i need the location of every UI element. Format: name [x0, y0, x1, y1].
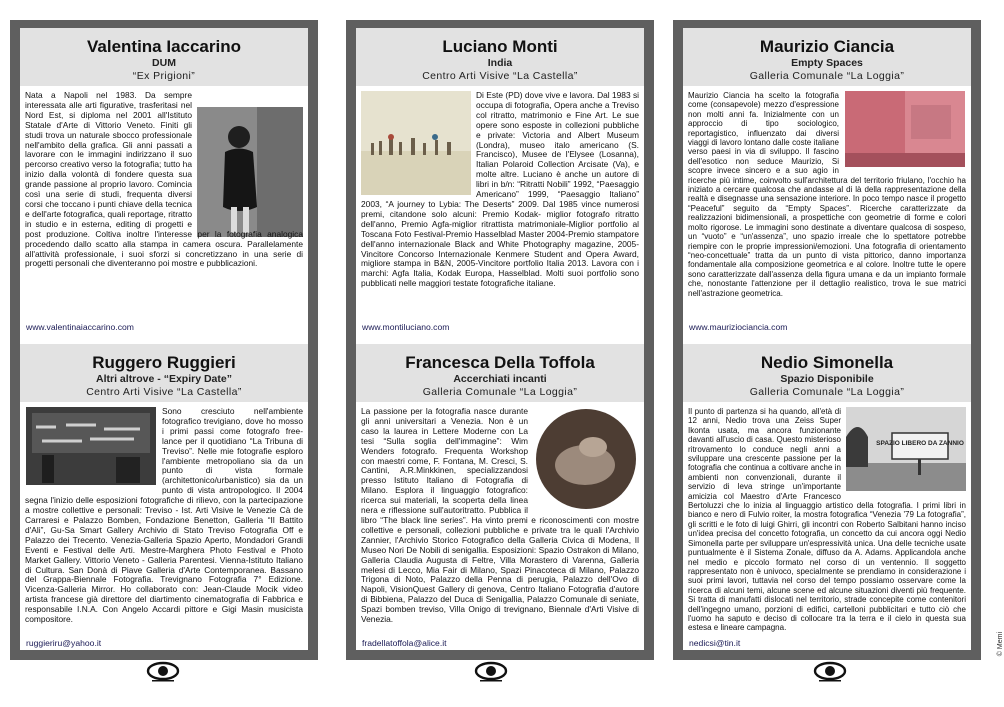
venue: Galleria Comunale “La Loggia” — [422, 386, 578, 398]
artist-email-link[interactable]: ruggieriru@yahoo.it — [26, 638, 102, 648]
eye-logo-icon — [474, 661, 508, 683]
artist-photo — [25, 407, 157, 485]
exhibition-title: Empty Spaces — [791, 57, 863, 69]
venue: Centro Arti Visive “La Castella” — [86, 386, 242, 398]
artist-card — [356, 344, 644, 656]
artist-name: Maurizio Ciancia — [759, 37, 895, 56]
artist-photo — [361, 91, 471, 195]
artist-bio: Nata a Napoli nel 1983. Da sempre interessata alle arti figurative, trasferitasi nel Nord Est, si diploma nel 2001 all'Istituto Statale d'Arte di Vittorio Veneto. Finiti gli studi trova un naturale sbocco professionale nell'ambito della grafica. Gli anni passati a lavorare con le immagini indirizzano il suo percorso creativo verso la fotografia; tutto ha inizio dalla volontà di fondere questa sua grande passione al proprio lavoro. Comincia così una serie di studi, frequenta diversi corsi che toccano i punti chiave della tecnica e dell'arte fotografica, quali reportage, ritratto in studio e in esterna, editing di progetti e post produzione. Coltiva inoltre l'interesse per la fotografia analogica procedendo dallo scatto alla stampa in camera oscura. Parallelamente all'attività professionale, i suoi sforzi si concretizzano in una serie di progetti personali che diventeranno poi mostre e pubblicazioni. — [25, 90, 303, 269]
panel-left — [10, 20, 318, 660]
artist-bio: La passione per la fotografia nasce durante gli anni universitari a Venezia. Non è un caso la laurea in Lettere Moderne con La tesi “Sulla soglia dell'immagine”: Wim Wenders fotografo. Frequenta Workshop con maestri come, F. Fontana, M. Cresci, S. Cantini, A.R.Minkkinen, specializzandosi presso Istituto Italiano di Fotografia di Milano. Esplora il linguaggio fotografico: ricerca sui materiali, la scoperta della linea nera e riflessione sull'autoritratto. Pubblica il libro “The black line series”. Ha vinto premi e riconoscimenti con mostre collettive e personali, collezioni pubbliche e private tra le quali l'Archivio Zannier, l'Archivio Storico Fotografico della Galleria Civica di Modena, Il Museo Nori De Nobili di senigallia. Esposizioni: Spazio Ostrakon di Milano, Galleria Claudia Augusta di Feltre, Villa Morastero di Varenna, Galleria melesi di Lecco, Mia Fair di Milano, Spazi Pinacoteca di Milano, Palazzo Trigona di Noto, Palazzo della Penna di perugia, Palazzo dell'Ovo di Napoli, VisionQuest Gallery di genova, Centro Italiano Fotografia d'autore di Bibbiena, Palazzo del Duca di Senigallia, Palazzo Comunale di seniate, Spazi bomben treviso, Villa Onigo di trevignano, Biennale d'Arti Visive di Venezia. — [361, 406, 639, 625]
artist-photo — [846, 407, 966, 491]
artist-email-link[interactable]: fradellatoffola@alice.it — [362, 638, 447, 648]
artist-bio: Di Este (PD) dove vive e lavora. Dal 1983 si occupa di fotografia, Opera anche a Treviso col ritratto, matrimonio e Fine Art. Le sue opere sono esposte in collezioni pubbliche e private: Victoria and Albert Museum (Londra), museo italo americano (S. Francisco), Musee de l'Elysee (Losanna), Italian Polaroid Collection Arcisate (Va), e molte altre. Luciano è anche un autore di libri in b/n: “Ritratti Nobili” 1992, “Paesaggio Americano” 1999, “Paesaggio Italiano” 2003, “A journey to Lybia: The Deserts” 2009. Dal 1985 vince numerosi premi, citandone solo alcuni: Premio Kodak- miglior fotografo ritratto dell'anno, Premio Agfa-miglior ritrattista matrimoniale-Miglior portfolio al Toscana Foto Festival-Premio Hasselblad Master 2004-Premio stampatore dell'anno internazionale Black and White Photography magazine, 2005-Vincitore Concorso Internazionale Kenmere Student and Opera Award, migliore stampa in B&N, 2005-Vincitore portfolio Italia 2013. Lavora con i marchi: Agfa Italia, Kodak Europa, Hasselblad. Molti suoi portfolio sono pubblicati nelle maggiori testate fotografiche italiane. — [361, 90, 639, 289]
artist-website-link[interactable]: www.mauriziociancia.com — [689, 322, 788, 332]
artist-email-link[interactable]: nedicsi@tin.it — [689, 638, 741, 648]
artist-bio-block — [356, 402, 644, 633]
artist-bio: Sono cresciuto nell'ambiente fotografico trevigiano, dove ho mosso i primi passi come fotografo free-lance per il quotidiano “La Tribuna di Treviso”. Nelle mie fotografie esploro l'ambiente metropoliano sia da un punto di vista formale (architettonico/urbanistico) sia da un punto di vista antropologico. Il 2004 segna l'inizio delle esposizioni fotografiche di rilievo, con la partecipazione a mostre collettive e personali: Treviso - Ist. Arti Visive le Venezie Cà de Carraresi e Palazzo Bomben, Fondazione Benetton, Galleria “Il Battito d'Ali”, Gu-Sa Smart Gallery Archivio di Stato Treviso Fotografia Off e Palazzo dei Trecento. Venezia-Galleria Spazio Aperto, Mondadori Grandi Eventi e Festival delle Arti. Mestre-Marghera Photo Festival e Photo Market Gallery. Vittorio Veneto - Galleria Parentesi. Vienna-Istituto Italiano di Cultura. San Donà di Piave Galleria d'Arte Contemporanea. Bassano del Grappa-Biennale Fotografia. Trevignano Fotografia 7° Edizione. Vicenza-Galleria Mirror. Ho collaborato con: Jean-Claude Mocik video artista francese già direttore del diartimento cinematografia di Fabbrica e responsabile I.N.A. Con Angelo Accardi pittore e Gigi Masin musicista compositore. — [25, 406, 303, 625]
artist-bio-block — [20, 402, 308, 633]
exhibition-title: DUM — [152, 57, 176, 69]
artist-card — [20, 344, 308, 656]
artist-card — [20, 28, 308, 340]
artist-card — [683, 28, 971, 340]
exhibition-title: Accerchiati incanti — [453, 373, 547, 385]
venue: Galleria Comunale “La Loggia” — [749, 386, 905, 398]
artist-bio: Il punto di partenza si ha quando, all'età di 12 anni, Nedio trova una Zeiss Super Ikonta usata, ma ancora funzionante davanti all'uscio di casa. Questo misterioso ritrovamento lo conduce negli anni a sviluppare una crescente passione per la fotografia che continua a coltivare anche in ambienti non convenzionali, durante il servizio di leva stringe un'importante amicizia col Maestro d'Arte Francesco Bertoluzzi che lo inizia al linguaggio artistico della fotografia. I primi libri in bianco e nero di Fulvio roiter, la mostra fotografica “Venezia '79 La fotografia”, gli scritti e le foto di luigi Ghirri, gli incontri con Roberto Salbitani hanno inciso un'idea precisa del concetto fotografia, un concetto da cui ancora oggi Nedio Simonella parte per sviluppare un'espressività unica. Una delle tecniche usate puntualmente è il Sistema Zonale, diffuso da A. Adams. Applicandola anche nel medio e piccolo formato nel corso di un ventennio. Il soggetto rappresentato non è univoco, specialmente se prendiamo in considerazione i suoi primi lavori, tuttavia nel corso del tempo possiamo osservare come la ricerca di alcuni temi, alcune scene ed alcune situazioni diventi più frequente. Si tratta di manufatti dislocati nel territorio, strade concepite come contenitori dell'ingegno umano, porzioni di edifici, cartelloni pubblicitari e tutto ciò che l'uomo ha saputo e deciso di collocare tra la terra e il cielo in questa sua estesa e lineare campagna. — [688, 407, 966, 633]
artist-card — [356, 28, 644, 340]
eye-logo-icon — [813, 661, 847, 683]
artist-name: Francesca Della Toffola — [405, 353, 595, 372]
artist-name: Valentina Iaccarino — [86, 37, 241, 56]
venue: Galleria Comunale “La Loggia” — [749, 70, 905, 82]
artist-photo — [533, 407, 639, 511]
artist-bio-block — [683, 86, 971, 317]
panel-right — [673, 20, 981, 660]
exhibition-title: Spazio Disponibile — [780, 373, 874, 385]
sign-text: SPAZIO LIBERO DA ZANNIO — [876, 440, 964, 447]
eye-logo-icon — [146, 661, 180, 683]
photo-credit: © Memi — [997, 632, 1004, 657]
venue: “Ex Prigioni” — [132, 70, 196, 82]
artist-bio-block — [683, 402, 971, 633]
artist-card — [683, 344, 971, 656]
venue: Centro Arti Visive “La Castella” — [422, 70, 578, 82]
artist-photo — [197, 91, 303, 221]
artist-website-link[interactable]: www.montiluciano.com — [362, 322, 450, 332]
panel-center — [346, 20, 654, 660]
artist-bio: Maurizio Ciancia ha scelto la fotografia come (consapevole) mezzo d'espressione non molti anni fa. Inizialmente con un approccio di tipo sociologico, reportagistico, influenzato dai diversi viaggi di lavoro lontano dalle coste italiane verso paesi in via di sviluppo. Il fascino dell'esotico non seduce Maurizio, Si scopre invece sincero e a suo agio in ricerche più intime, coinvolto sull'architettura del territorio friulano, l'occhio ha iniziato a cercare qualcosa che andasse al di là della rappresentazione della realtà e disegnasse una sensazione interiore. In poco tempo nasce il progetto “Peaceful” seguito da “Empty Spaces”. Ricerche caratterizzate da realizzazioni bidimensionali, a prospettiche con geometrie di forme e colori molto rigorose. Le immagini sono destinate a diventare qualcosa di sospeso, un “vuoto” e “un'assenza”, uno spazio irreale che lo spettatore potrebbe riempire con le proprie impressioni/emozioni. Una fotografia di orientamento “neo-concettuale” tratta da un punto di vista pittorico, danno importanza fondamentale alla composizione geometrica e al colore. Inoltre tutte le opere sono caratterizzate dall'assenza della figura umana e da un impianto formale che, nonostante l'attenzione per il dettaglio realistico, trova le sue matrici nell'astrazione geometrica. — [688, 91, 966, 298]
artist-bio-block — [356, 86, 644, 317]
artist-bio-block — [20, 86, 308, 317]
exhibition-title: Altri altrove - “Expiry Date” — [96, 373, 232, 385]
artist-website-link[interactable]: www.valentinaiaccarino.com — [26, 322, 134, 332]
artist-name: Luciano Monti — [442, 37, 558, 56]
artist-photo — [844, 91, 966, 167]
artist-name: Ruggero Ruggieri — [92, 353, 236, 372]
artist-name: Nedio Simonella — [760, 353, 894, 372]
exhibition-title: India — [487, 57, 513, 69]
